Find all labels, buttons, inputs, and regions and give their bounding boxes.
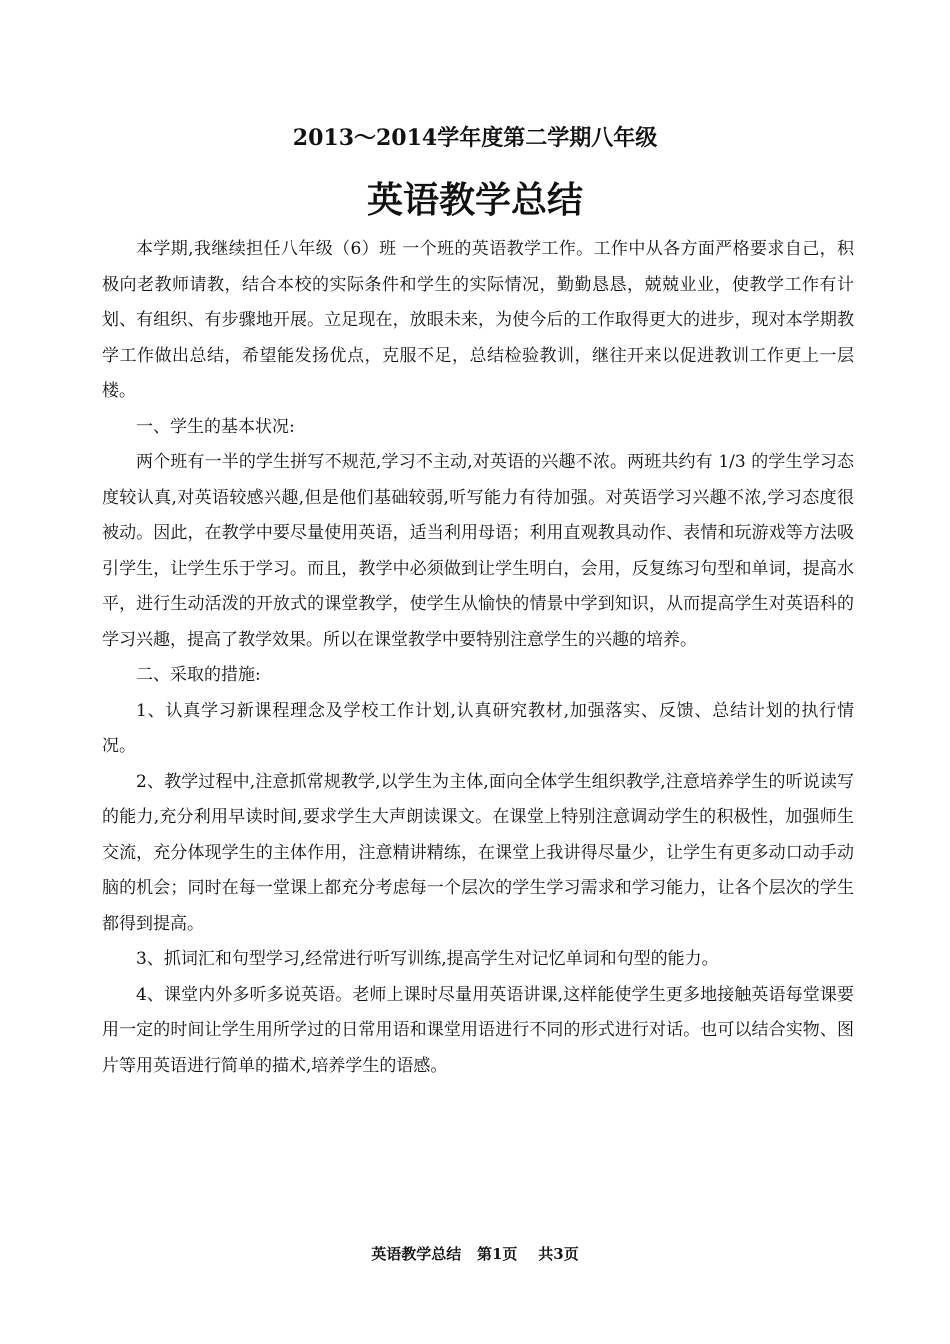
page-footer: 英语教学总结 第1页 共3页 bbox=[371, 1245, 579, 1263]
measure-item-2: 2、教学过程中,注意抓常规教学,以学生为主体,面向全体学生组织教学,注意培养学生的听说读写的能力,充分利用早读时间,要求学生大声朗读课文。在课堂上特别注意调动学生的积极性，加强师生交流，充分体现学生的主体作用，注意精讲精练，在课堂上我讲得尽量少，让学生有更多动口动手动脑的机会；同时在每一堂课上都充分考虑每一个层次的学生学习需求和学习能力，让各个层次的学生都得到提高。 bbox=[102, 771, 854, 934]
section-heading-measures: 二、采取的措施: bbox=[136, 665, 261, 685]
document-body bbox=[102, 232, 854, 1084]
document-subtitle: 2013～2014学年度第二学期八年级 bbox=[292, 125, 658, 151]
measure-item-4: 4、课堂内外多听多说英语。老师上课时尽量用英语讲课,这样能使学生更多地接触英语每堂课要用一定的时间让学生用所学过的日常用语和课堂用语进行不同的形式进行对话。也可以结合实物、图片等用英语进行简单的描术,培养学生的语感。 bbox=[102, 984, 854, 1076]
measure-item-3: 3、抓词汇和句型学习,经常进行听写训练,提高学生对记忆单词和句型的能力。 bbox=[136, 949, 719, 969]
intro-paragraph: 本学期,我继续担任八年级（6）班 一个班的英语教学工作。工作中从各方面严格要求自己，积极向老教师请教，结合本校的实际条件和学生的实际情况，勤勤恳恳，兢兢业业，使教学工作有计划、有组织、有步骤地开展。立足现在，放眼未来，为使今后的工作取得更大的进步，现对本学期教学工作做出总结，希望能发扬优点，克服不足，总结检验教训，继往开来以促进教训工作更上一层楼。 bbox=[102, 239, 854, 401]
measure-item-1: 1、认真学习新课程理念及学校工作计划,认真研究教材,加强落实、反馈、总结计划的执行情况。 bbox=[102, 700, 854, 756]
section-heading-students: 一、学生的基本状况: bbox=[136, 416, 295, 437]
document-title: 英语教学总结 bbox=[366, 179, 583, 221]
students-paragraph: 两个班有一半的学生拼写不规范,学习不主动,对英语的兴趣不浓。两班共约有 1/3 的学生学习态度较认真,对英语较感兴趣,但是他们基础较弱,听写能力有待加强。对英语学习兴趣不浓,学习态度很被动。因此，在教学中要尽量使用英语，适当利用母语；利用直观教具动作、表情和玩游戏等方法吸引学生，让学生乐于学习。而且，教学中必须做到让学生明白，会用，反复练习句型和单词，提高水平，进行生动活泼的开放式的课堂教学，使学生从愉快的情景中学到知识，从而提高学生对英语科的学习兴趣，提高了教学效果。所以在课堂教学中要特别注意学生的兴趣的培养。 bbox=[102, 452, 854, 650]
